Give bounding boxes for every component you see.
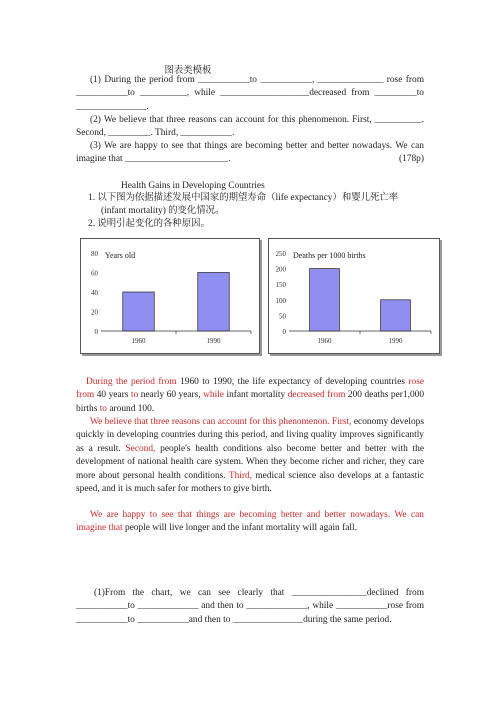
- y-tick-label: 40: [91, 289, 98, 297]
- essay-p1-run: rose from: [76, 377, 425, 401]
- essay-p1-run: while: [203, 390, 227, 401]
- y-tick-label: 50: [279, 312, 286, 321]
- infant-mortality-chart-svg: [269, 239, 439, 353]
- essay-p1-run: nearly 60 years,: [140, 390, 204, 401]
- infant-mortality-chart: [268, 238, 440, 354]
- essay-p1-run: During the period from: [86, 377, 181, 387]
- x-tick-label: 1990: [206, 337, 221, 345]
- x-tick-label: 1960: [317, 337, 332, 345]
- y-tick-label: 0: [94, 328, 98, 336]
- essay-p2-run: people's health conditions also become better and better with the development of national health care system. When they become richer and richer, they care more about personal health conditions.: [76, 443, 424, 481]
- essay-p3-run: We are happy to see that things are becoming better and better nowadays. We can imagine that: [76, 510, 424, 534]
- bar: [123, 292, 155, 331]
- template-paragraph-1: (1) During the period from ___________to ___________, ______________ rose from ___________to __________, while ___________________decreased from _________to _______________.: [76, 75, 424, 112]
- section-heading: Health Gains in Developing Countries: [121, 181, 265, 191]
- list-item-1-continued: (infant mortality) 的变化情况。: [101, 206, 225, 216]
- essay-paragraph-1: [76, 376, 424, 416]
- y-tick-label: 80: [91, 250, 98, 258]
- essay-paragraph-2: [76, 416, 424, 496]
- list-item-2: 2. 说明引起变化的各种原因。: [88, 219, 210, 229]
- essay-p3-run: people will live longer and the infant mortality will again fall.: [124, 523, 357, 534]
- bar: [198, 273, 230, 332]
- essay-paragraph-3: [76, 509, 424, 536]
- bar: [381, 300, 411, 331]
- template-paragraph-3-text: (3) We are happy to see that things are becoming better and better nowadays. We can imagine that ______________________.: [76, 141, 424, 165]
- chart-title: Years old: [105, 251, 136, 260]
- y-tick-label: 60: [91, 269, 98, 278]
- chart-title: Deaths per 1000 births: [293, 251, 366, 260]
- y-tick-label: 0: [282, 328, 286, 336]
- y-tick-label: 20: [91, 308, 98, 317]
- template-paragraph-2: (2) We believe that three reasons can account for this phenomenon. First, __________. Second, _________. Third, ___________.: [76, 115, 424, 139]
- essay-p2-run: medical science also develops at a fantastic speed, and it is much safer for mothers to give birth.: [76, 470, 424, 495]
- page-reference: (178p): [399, 154, 424, 165]
- bar: [310, 269, 340, 331]
- essay-p1-run: infant mortality: [226, 390, 288, 401]
- essay-p1-run: 200 deaths per1,000 births: [76, 390, 425, 414]
- essay-p1-run: to: [99, 403, 110, 414]
- essay-p1-run: decreased from: [287, 390, 348, 401]
- template-title: 图表类模板: [164, 66, 212, 76]
- essay-p2-run: Second,: [125, 443, 161, 454]
- template-paragraph-3: [76, 140, 424, 167]
- y-tick-label: 250: [275, 250, 286, 258]
- x-tick-label: 1990: [388, 337, 403, 345]
- life-expectancy-chart-svg: [81, 239, 259, 353]
- y-tick-label: 200: [275, 265, 286, 274]
- essay-p2-run: economy develops quickly in developing countries during this period, and living quality improves significantly as a result.: [76, 417, 424, 454]
- essay-p2-run: Third,: [228, 470, 256, 481]
- life-expectancy-chart: [80, 238, 260, 354]
- essay-p1-run: 40 years: [96, 390, 131, 401]
- exercise-paragraph: (1)From the chart, we can see clearly that ________________declined from ___________to _____________ and then to _____________, while ___________rose from ___________to ___________and then to _______________during the same period.: [76, 588, 424, 625]
- y-tick-label: 150: [275, 281, 286, 290]
- y-tick-label: 100: [275, 296, 286, 305]
- essay-p1-run: around 100.: [109, 403, 155, 414]
- essay-p1-run: to: [130, 390, 141, 401]
- x-tick-label: 1960: [131, 337, 146, 345]
- list-item-1: 1. 以下图为依据描述发展中国家的期望寿命（life expectancy）和婴儿死亡率: [88, 193, 399, 203]
- essay-p2-run: We believe that three reasons can account for this phenomenon. First,: [90, 417, 354, 427]
- essay-p1-run: 1960 to 1990, the life expectancy of developing countries: [180, 377, 409, 387]
